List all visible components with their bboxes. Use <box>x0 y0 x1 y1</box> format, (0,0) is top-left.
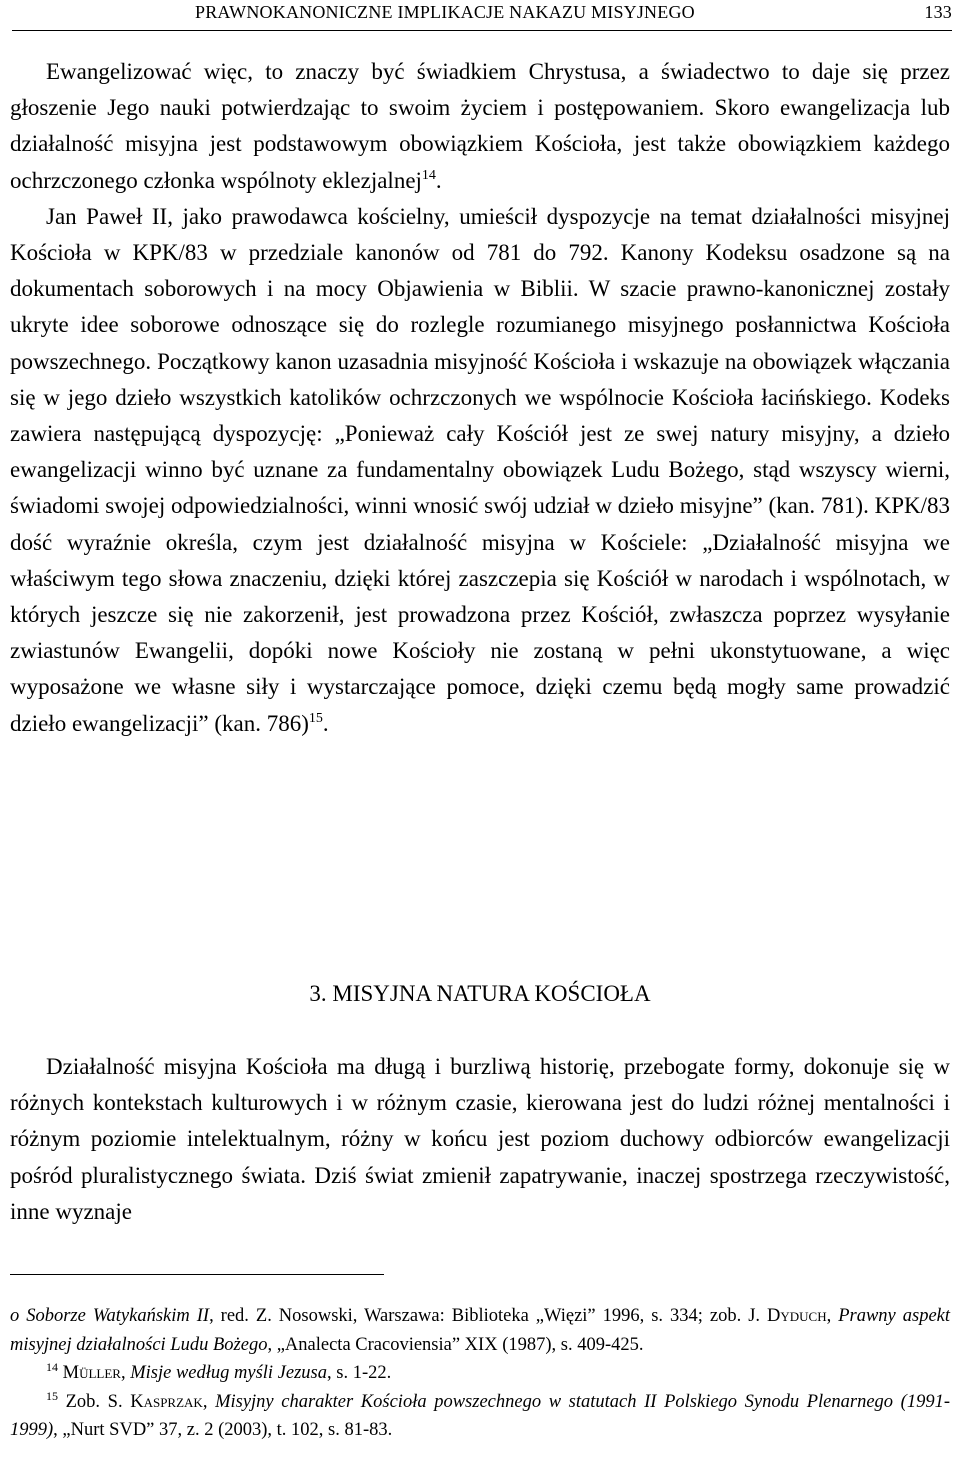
footnote-continued-author: Dyduch <box>767 1306 827 1326</box>
section-text-block <box>10 1049 950 1230</box>
paragraph-1 <box>10 54 950 199</box>
page-number: 133 <box>924 2 952 22</box>
main-text-block <box>10 54 950 742</box>
paragraph-1-text: Ewangelizować więc, to znaczy być świadkiem Chrystusa, a świadectwo to daje się przez głoszenie Jego nauki potwierdzając to swoim życiem i postępowaniem. Skoro ewangelizacja lub działalność misyjna jest podstawowym obowiązkiem Kościoła, jest także obowiązkiem każdego ochrzczonego członka wspólnoty eklezjalnej <box>10 59 950 193</box>
footnote-continued-text: , red. Z. Nosowski, Warszawa: Biblioteka „Więzi” 1996, s. 334; zob. J. <box>209 1306 768 1326</box>
footnote-15-prefix: Zob. S. <box>58 1391 131 1412</box>
footnote-ref-14[interactable]: 14 <box>421 167 436 183</box>
footnote-continued-title2: Prawny aspekt misyjnej działalności Ludu Bożego <box>10 1306 951 1355</box>
footnote-15 <box>10 1388 950 1445</box>
footnote-separator <box>10 1274 384 1275</box>
footnote-15-number: 15 <box>46 1388 58 1403</box>
paragraph-2-text: Jan Paweł II, jako prawodawca kościelny, umieścił dyspozycje na temat działalności misyjnej Kościoła w KPK/83 w przedziale kanonów od 781 do 792. Kanony Kodeksu osadzone są na dokumentach soborowych i na mocy Objawienia w Biblii. W szacie prawno-kanonicznej zostały ukryte idee soborowe odnoszące się do rozlegle rozumianego misyjnego posłannictwa Kościoła powszechnego. Początkowy kanon uzasadnia misyjność Kościoła i wskazuje na obowiązek włączania się w jego dzieło wszystkich katolików ochrzczonych we wspólnocie Kościoła łacińskiego. Kodeks zawiera następującą dyspozycję: „Ponieważ cały Kościół jest ze swej natury misyjny, a dzieło ewangelizacji winno być uznane za fundamentalny obowiązek Ludu Bożego, stąd wszyscy wierni, świadomi swojej odpowiedzialności, winni wnosić swój udział w dzieło misyjne” (kan. 781). KPK/83 dość wyraźnie określa, czym jest działalność misyjna w Kościele: „Działalność misyjna we właściwym tego słowa znaczeniu, dzięki której zaszczepia się Kościół w narodach i wspólnotach, w których jeszcze się nie zakorzenił, jest prowadzona przez Kościół, zwłaszcza poprzez wysyłanie zwiastunów Ewangelii, dopóki nowe Kościoły nie zostaną w pełni ukonstytuowane, a więc wyposażone we własne siły i wystarczające pomoce, dzięki czemu będą mogły same prowadzić dzieło ewangelizacji” (kan. 786) <box>10 203 950 736</box>
footnote-continued-sep: , <box>826 1306 839 1326</box>
paragraph-3: Działalność misyjna Kościoła ma długą i burzliwą historię, przebogate formy, dokonuje się w różnych kontekstach kulturowych i w różnym czasie, kierowana jest do ludzi różnej mentalności i różnym poziomie intelektualnym, różny w końcu jest poziom duchowy odbiorców ewangelizacji pośród pluralistycznego świata. Dziś świat zmienił zapatrywanie, inaczej spostrzega rzeczywistość, inne wyznaje <box>10 1054 950 1224</box>
section-heading: 3. MISYJNA NATURA KOŚCIOŁA <box>309 981 651 1006</box>
footnote-14-author: Müller <box>62 1363 121 1384</box>
footnote-15-end: , „Nurt SVD” 37, z. 2 (2003), t. 102, s. 81-83. <box>53 1420 393 1441</box>
footnote-continued-title: o Soborze Watykańskim II <box>10 1306 210 1326</box>
footnote-15-title: Misyjny charakter Kościoła powszechnego w statutach II Polskiego Synodu Plenarnego (1991-1999) <box>10 1391 950 1441</box>
footnote-continued <box>10 1302 950 1359</box>
footnote-ref-15[interactable]: 15 <box>308 710 323 726</box>
paragraph-2 <box>10 199 950 742</box>
paragraph-2-end: . <box>322 710 329 736</box>
footnote-15-sep: , <box>202 1391 216 1412</box>
running-title: PRAWNOKANONICZNE IMPLIKACJE NAKAZU MISYJNEGO <box>195 2 695 22</box>
footnote-continued-end: , „Analecta Cracoviensia” XIX (1987), s. 409-425. <box>267 1334 644 1355</box>
paragraph-1-end: . <box>435 167 442 193</box>
footnote-15-author: Kasprzak <box>130 1391 203 1412</box>
footnotes <box>10 1302 950 1445</box>
running-header <box>12 0 952 31</box>
footnote-14-number: 14 <box>46 1360 58 1375</box>
footnote-14-end: , s. 1-22. <box>327 1363 392 1384</box>
footnote-14-sep: , <box>120 1363 131 1384</box>
footnote-14 <box>10 1359 950 1388</box>
footnote-14-title: Misje według myśli Jezusa <box>130 1363 328 1384</box>
